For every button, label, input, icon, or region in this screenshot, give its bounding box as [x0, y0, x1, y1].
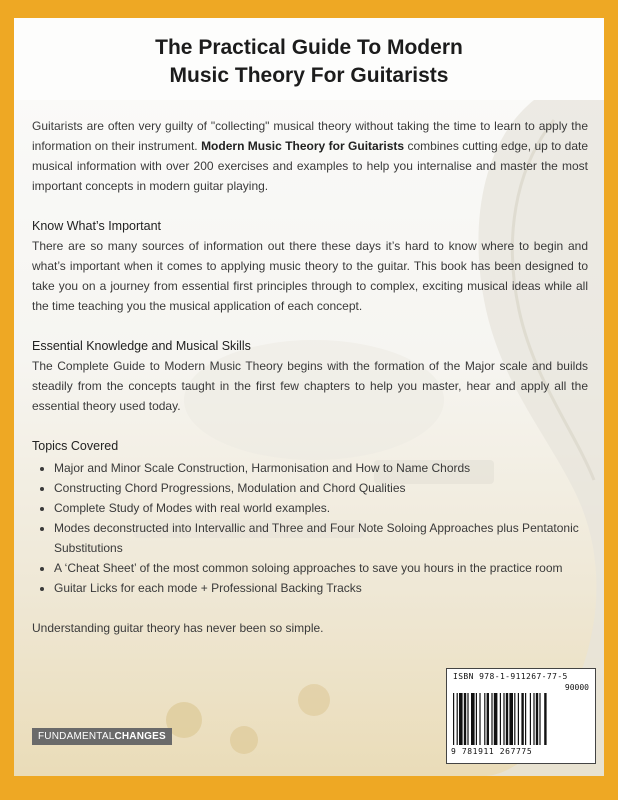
barcode-bar [487, 693, 489, 745]
cover-frame-left [0, 0, 14, 800]
barcode-bar [533, 693, 534, 745]
topics-heading: Topics Covered [32, 439, 119, 453]
barcode-digits: 9 781911 267775 [451, 747, 533, 756]
publisher-logo-part-2: CHANGES [114, 731, 166, 742]
intro-paragraph [32, 116, 588, 196]
cover-frame-right [604, 0, 618, 800]
barcode-bar [536, 693, 538, 745]
topic-item: • Major and Minor Scale Construction, Harmonisation and How to Name Chords [54, 458, 588, 478]
topic-item: • A ‘Cheat Sheet’ of the most common soloing approaches to save you hours in the practice room [54, 558, 588, 578]
cover-frame-top [0, 0, 618, 18]
isbn-number: ISBN 978-1-911267-77-5 [453, 672, 568, 681]
barcode-bars [453, 693, 589, 745]
barcode-bar [544, 693, 546, 745]
barcode-bar [479, 693, 480, 745]
price-code: 90000 [564, 683, 589, 692]
barcode-bar [464, 693, 466, 745]
barcode-bar [525, 693, 526, 745]
barcode-bar [467, 693, 468, 745]
barcode-bar [503, 693, 504, 745]
book-title-line-1: The Practical Guide To Modern [155, 36, 463, 59]
book-title [14, 34, 604, 90]
barcode-bar [509, 693, 513, 745]
barcode-bar [514, 693, 515, 745]
publisher-logo-part-1: FUNDAMENTAL [38, 731, 115, 742]
section-body-essential-knowledge: The Complete Guide to Modern Music Theory begins with the formation of the Major scale and builds steadily from the concepts taught in the first few chapters to help you master, hear and apply all the essential theory used today. [32, 359, 588, 413]
topic-item: • Modes deconstructed into Intervallic and Three and Four Note Soloing Approaches plus Pentatonic Substitutions [54, 518, 588, 558]
intro-text-1: Guitarists are often very guilty of "collecting" musical theory without taking the time to learn to apply the information on their instrument. [32, 119, 588, 153]
description [32, 116, 588, 638]
cover-frame-bottom [0, 776, 618, 800]
section-heading-essential-knowledge: Essential Knowledge and Musical Skills [32, 339, 251, 353]
barcode-bar [459, 693, 463, 745]
isbn-barcode [446, 668, 596, 764]
barcode-bar [521, 693, 523, 745]
back-cover [14, 18, 604, 776]
section-heading-know-whats-important: Know What’s Important [32, 219, 161, 233]
barcode-bar [530, 693, 531, 745]
barcode-bar [506, 693, 508, 745]
topic-item: • Constructing Chord Progressions, Modulation and Chord Qualities [54, 478, 588, 498]
barcode-bar [471, 693, 475, 745]
barcode-bar [453, 693, 454, 745]
topics-list [32, 458, 588, 598]
intro-book-name: Modern Music Theory for Guitarists [201, 139, 405, 153]
topic-item: • Complete Study of Modes with real world examples. [54, 498, 588, 518]
barcode-bar [484, 693, 485, 745]
topic-item: • Guitar Licks for each mode + Professional Backing Tracks [54, 578, 588, 598]
barcode-bar [476, 693, 477, 745]
barcode-bar [494, 693, 498, 745]
book-title-line-2: Music Theory For Guitarists [169, 64, 449, 87]
barcode-bar [491, 693, 492, 745]
barcode-bar [500, 693, 501, 745]
intro-text-2: combines cutting edge, up to date musical information with over 200 exercises and examples to help you internalise and master the most important concepts in modern guitar playing. [32, 139, 588, 193]
barcode-bar [539, 693, 540, 745]
publisher-logo [32, 728, 172, 745]
barcode-bar [457, 693, 458, 745]
closing-line: Understanding guitar theory has never been so simple. [32, 621, 324, 635]
barcode-bar [518, 693, 519, 745]
section-body-know-whats-important: There are so many sources of information out there these days it’s hard to know where to begin and what’s important when it comes to applying music theory to the guitar. This book has been designed to take you on a journey from essential first principles through to complex, exciting musical ideas while all the time teaching you the musical application of each concept. [32, 239, 588, 313]
